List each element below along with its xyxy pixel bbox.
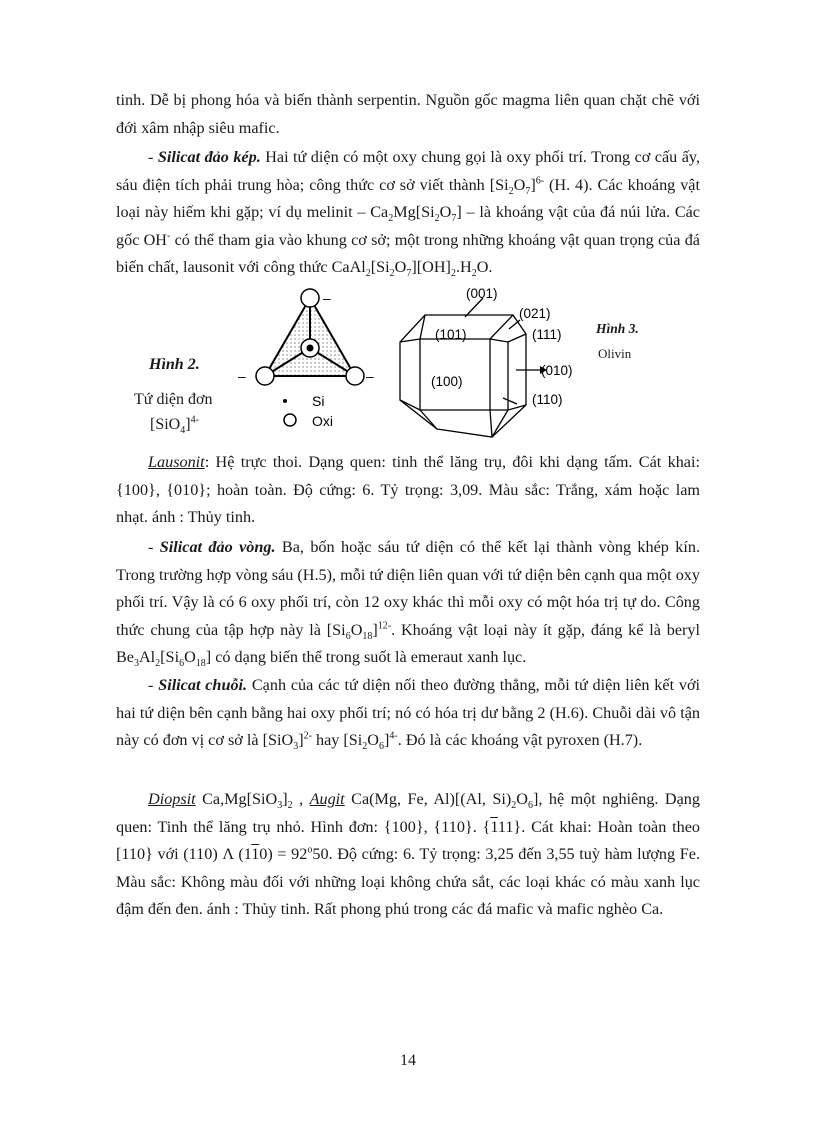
paragraph-lausonit: Lausonit: Hệ trực thoi. Dạng quen: tinh thể lăng trụ, đôi khi dạng tấm. Cát khai:{100}, {010}; hoàn toàn. Độ cứng: 6. Tỷ trọng: 3,09. Màu sắc: Trắng, xám hoặc lam nhạt. ánh : Thủy tinh. [116,453,700,526]
paragraph-intro: tinh. Dễ bị phong hóa và biến thành serpentin. Nguồn gốc magma liên quan chặt chẽ với đới xâm nhập siêu mafic. [116,91,700,137]
heading-silicat-dao-vong: Silicat đảo vòng. [159,538,276,556]
oxygen-atom [256,367,274,385]
crystal-edge [508,334,526,342]
figure3-subtitle: Olivin [598,346,632,361]
face-label-021: (021) [519,306,551,321]
figure2-tetrahedron-diagram [230,286,380,436]
silicon-atom [307,345,314,352]
paragraph-diopsit-augit: Diopsit $Ca,Mg[SiO_3]_2$ , Augit Ca(Mg, Fe, Al)[(Al, $Si)_2O_6$], hệ một nghiêng. Dạng quen: Tinh thể lăng trụ nhỏ. Hình đơn: {100}, {110}. {111}. Cát khai: Hoàn toàn theo [110} với (110) Λ $(110) = 92^o50$. Độ cứng: 6. Tỷ trọng: 3,25 đến 3,55 tuỳ hàm lượng Fe. Màu sắc: Không màu đối với những loại không chứa sắt, các loại khác có màu xanh lục đậm đến đen. ánh : Thủy tinh. Rất phong phú trong các đá mafic và mafic nghèo Ca. [116,790,700,918]
oxygen-atom [346,367,364,385]
face-label-110: (110) [532,392,563,407]
legend-oxi-label: Oxi [312,413,333,429]
crystal-edge [490,410,492,437]
leader-line [509,320,520,329]
figure3-title: Hình 3. [596,321,639,336]
legend-oxi-circle [284,414,296,426]
crystal-edge [490,339,508,342]
term-diopsit: Diopsit [148,790,196,808]
heading-silicat-dao-kep: Silicat đảo kép. [157,148,261,166]
figure3-olivine-crystal-diagram [395,282,580,442]
oxygen-atom [301,289,319,307]
paragraph-silicat-chuoi: - Silicat chuỗi. Cạnh của các tứ diện nối theo đường thẳng, mỗi tứ diện liên kết với hai tứ diện bên cạnh bằng hai oxy phối trí; nó có hóa trị dư bằng 2 (H.6). Chuỗi dài vô tận này có đơn vị cơ sở là $[SiO_3]^{2-}$ hay $[Si_2O_6]^{4-}$. Đó là các khoáng vật pyroxen (H.7). [116,676,701,753]
crystal-edge [420,410,437,429]
page-number: 14 [400,1052,416,1069]
legend-si-label: Si [312,393,325,409]
legend-si-dot [283,399,287,403]
heading-silicat-chuoi: Silicat chuỗi. [158,676,248,694]
face-label-100: (100) [431,374,463,389]
paragraph-silicat-dao-kep: - Silicat đảo kép. Hai tứ diện có một oxy chung gọi là oxy phối trí. Trong cơ cấu ấy, sáu điện tích phải trung hòa; công thức cơ sở viết thành $[Si_2O_7]^{6-}$ (H. 4). Các khoáng vật loại này hiếm khi gặp; ví dụ melinit – $Ca_2Mg[Si_2O_7]$ – là khoáng vật của đá núi lửa. Các gốc OH- có thể tham gia vào khung cơ sở; một trong những khoáng vật quan trọng của đá biến chất, lausonit với công thức $CaAl_2[Si_2O_7][OH]_2.H_2O$. [116,148,701,280]
figure2-formula: $[SiO_4]^{4-}$ [150,414,199,437]
crystal-edge [400,400,526,410]
figure2-caption: Tứ diện đơn [134,391,213,408]
face-label-010: (010) [541,363,573,378]
figure2-title: Hình 2. [149,356,200,373]
leader-line [503,398,517,404]
charge-label: – [366,368,374,384]
term-lausonit: Lausonit [148,453,205,471]
charge-label: – [238,368,246,384]
face-label-001: (001) [466,286,498,301]
paragraph-silicat-dao-vong: - Silicat đảo vòng. Ba, bốn hoặc sáu tứ diện có thể kết lại thành vòng khép kín. Trong trường hợp vòng sáu (H.5), mỗi tứ diện liên quan với tứ diện bên cạnh qua một oxy phối trí. Vậy là có 6 oxy phối trí, còn 12 oxy khác thì mỗi oxy có một hóa trị tự do. Công thức chung của tập hợp này là $[Si_6O_{18}]^{12-}$. Khoáng vật loại này ít gặp, đáng kể là beryl $Be_3Al_2[Si_6O_{18}]$ có dạng biến thể trong suốt là emeraut xanh lục. [116,538,701,670]
face-label-101: (101) [435,327,467,342]
face-label-111: (111) [532,327,562,342]
charge-label: – [323,290,331,306]
term-augit: Augit [309,790,345,808]
